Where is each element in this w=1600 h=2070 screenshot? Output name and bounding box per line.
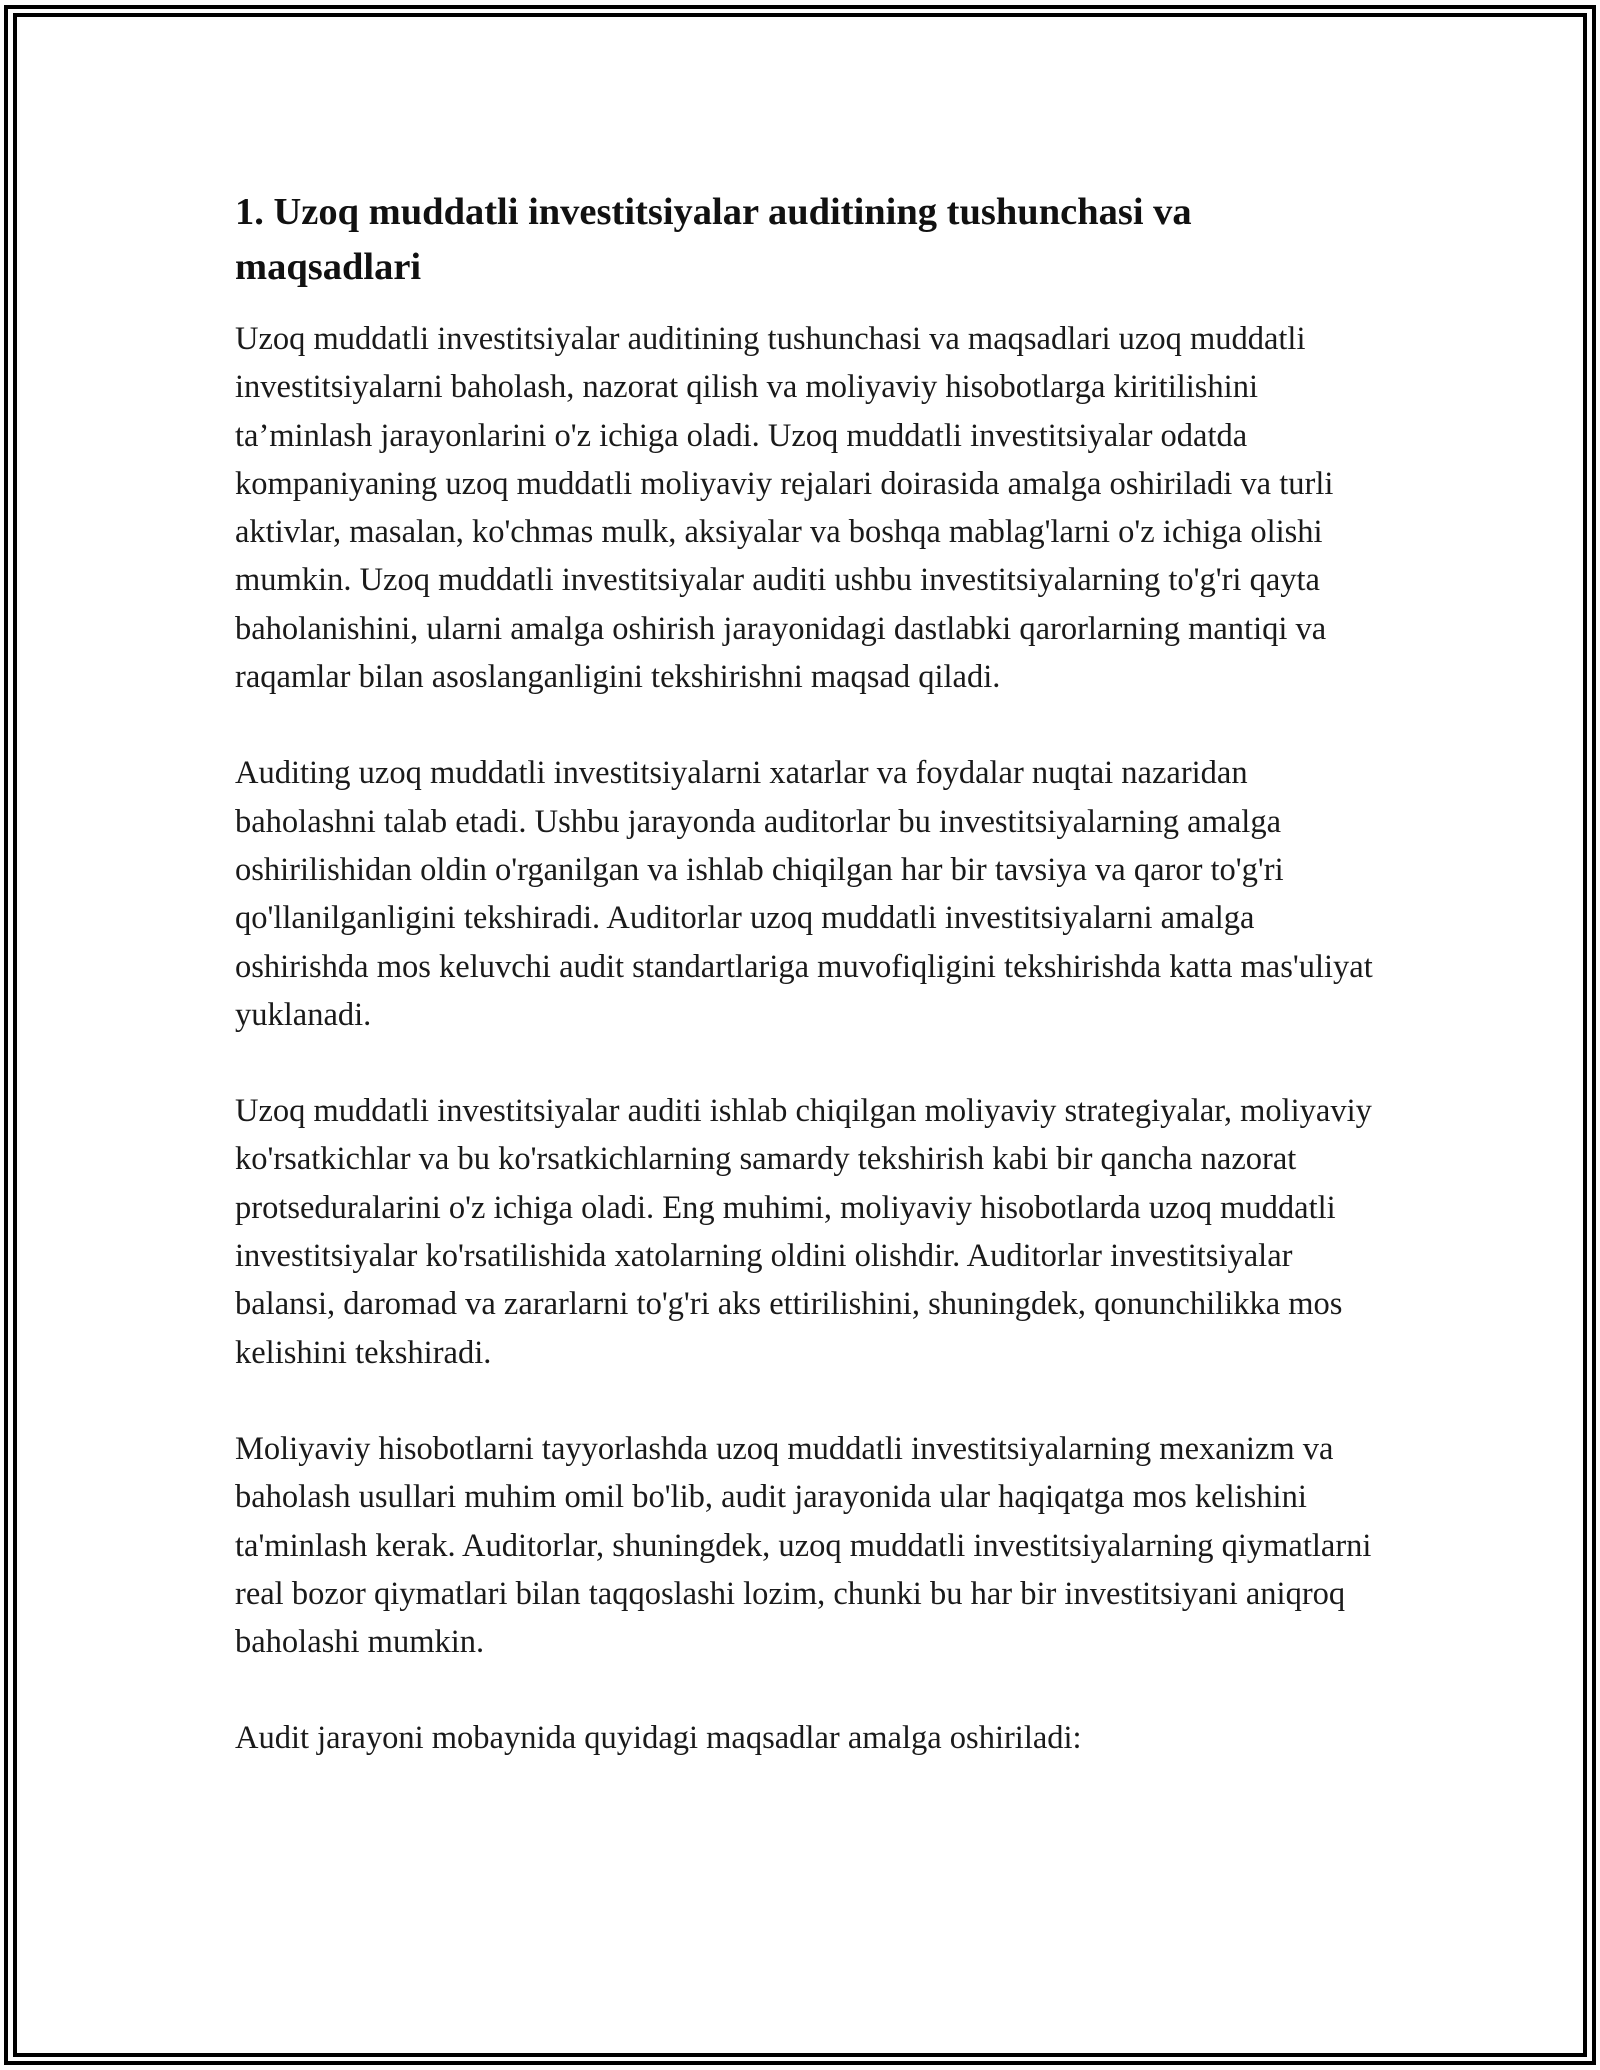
section-heading: 1. Uzoq muddatli investitsiyalar auditining tushunchasi va maqsadlari <box>235 191 1192 288</box>
paragraph-4: Moliyaviy hisobotlarni tayyorlashda uzoq muddatli investitsiyalarning mexanizm va baholash usullari muhim omil bo'lib, audit jarayonida ular haqiqatga mos kelishini ta'minlash kerak. Auditorlar, shuningdek, uzoq muddatli investitsiyalarning qiymatlarni real bozor qiymatlari bilan taqqoslashi lozim, chunki bu har bir investitsiyani aniqroq baholashi mumkin. <box>235 1430 1372 1661</box>
paragraph-1: Uzoq muddatli investitsiyalar auditining tushunchasi va maqsadlari uzoq muddatli investitsiyalarni baholash, nazorat qilish va moliyaviy hisobotlarga kiritilishini ta’minlash jarayonlarini o'z ichiga oladi. Uzoq muddatli investitsiyalar odatda kompaniyaning uzoq muddatli moliyaviy rejalari doirasida amalga oshiriladi va turli aktivlar, masalan, ko'chmas mulk, aksiyalar va boshqa mablag'larni o'z ichiga olishi mumkin. Uzoq muddatli investitsiyalar auditi ushbu investitsiyalarning to'g'ri qayta baholanishini, ularni amalga oshirish jarayonidagi dastlabki qarorlarning mantiqi va raqamlar bilan asoslanganligini tekshirishni maqsad qiladi. <box>235 321 1334 696</box>
paragraph-3: Uzoq muddatli investitsiyalar auditi ishlab chiqilgan moliyaviy strategiyalar, moliyaviy ko'rsatkichlar va bu ko'rsatkichlarning samardy tekshirish kabi bir qancha nazorat protseduralarini o'z ichiga oladi. Eng muhimi, moliyaviy hisobotlarda uzoq muddatli investitsiyalar ko'rsatilishida xatolarning oldini olishdir. Auditorlar investitsiyalar balansi, daromad va zararlarni to'g'ri aks ettirilishini, shuningdek, qonunchilikka mos kelishini tekshiradi. <box>235 1093 1372 1371</box>
document-body <box>235 185 1375 1763</box>
paragraph-2: Auditing uzoq muddatli investitsiyalarni xatarlar va foydalar nuqtai nazaridan baholashni talab etadi. Ushbu jarayonda auditorlar bu investitsiyalarning amalga oshirilishidan oldin o'rganilgan va ishlab chiqilgan har bir tavsiya va qaror to'g'ri qo'llanilganligini tekshiradi. Auditorlar uzoq muddatli investitsiyalarni amalga oshirishda mos keluvchi audit standartlariga muvofiqligini tekshirishda katta mas'uliyat yuklanadi. <box>235 755 1373 1033</box>
paragraph-5: Audit jarayoni mobaynida quyidagi maqsadlar amalga oshiriladi: <box>235 1720 1082 1757</box>
